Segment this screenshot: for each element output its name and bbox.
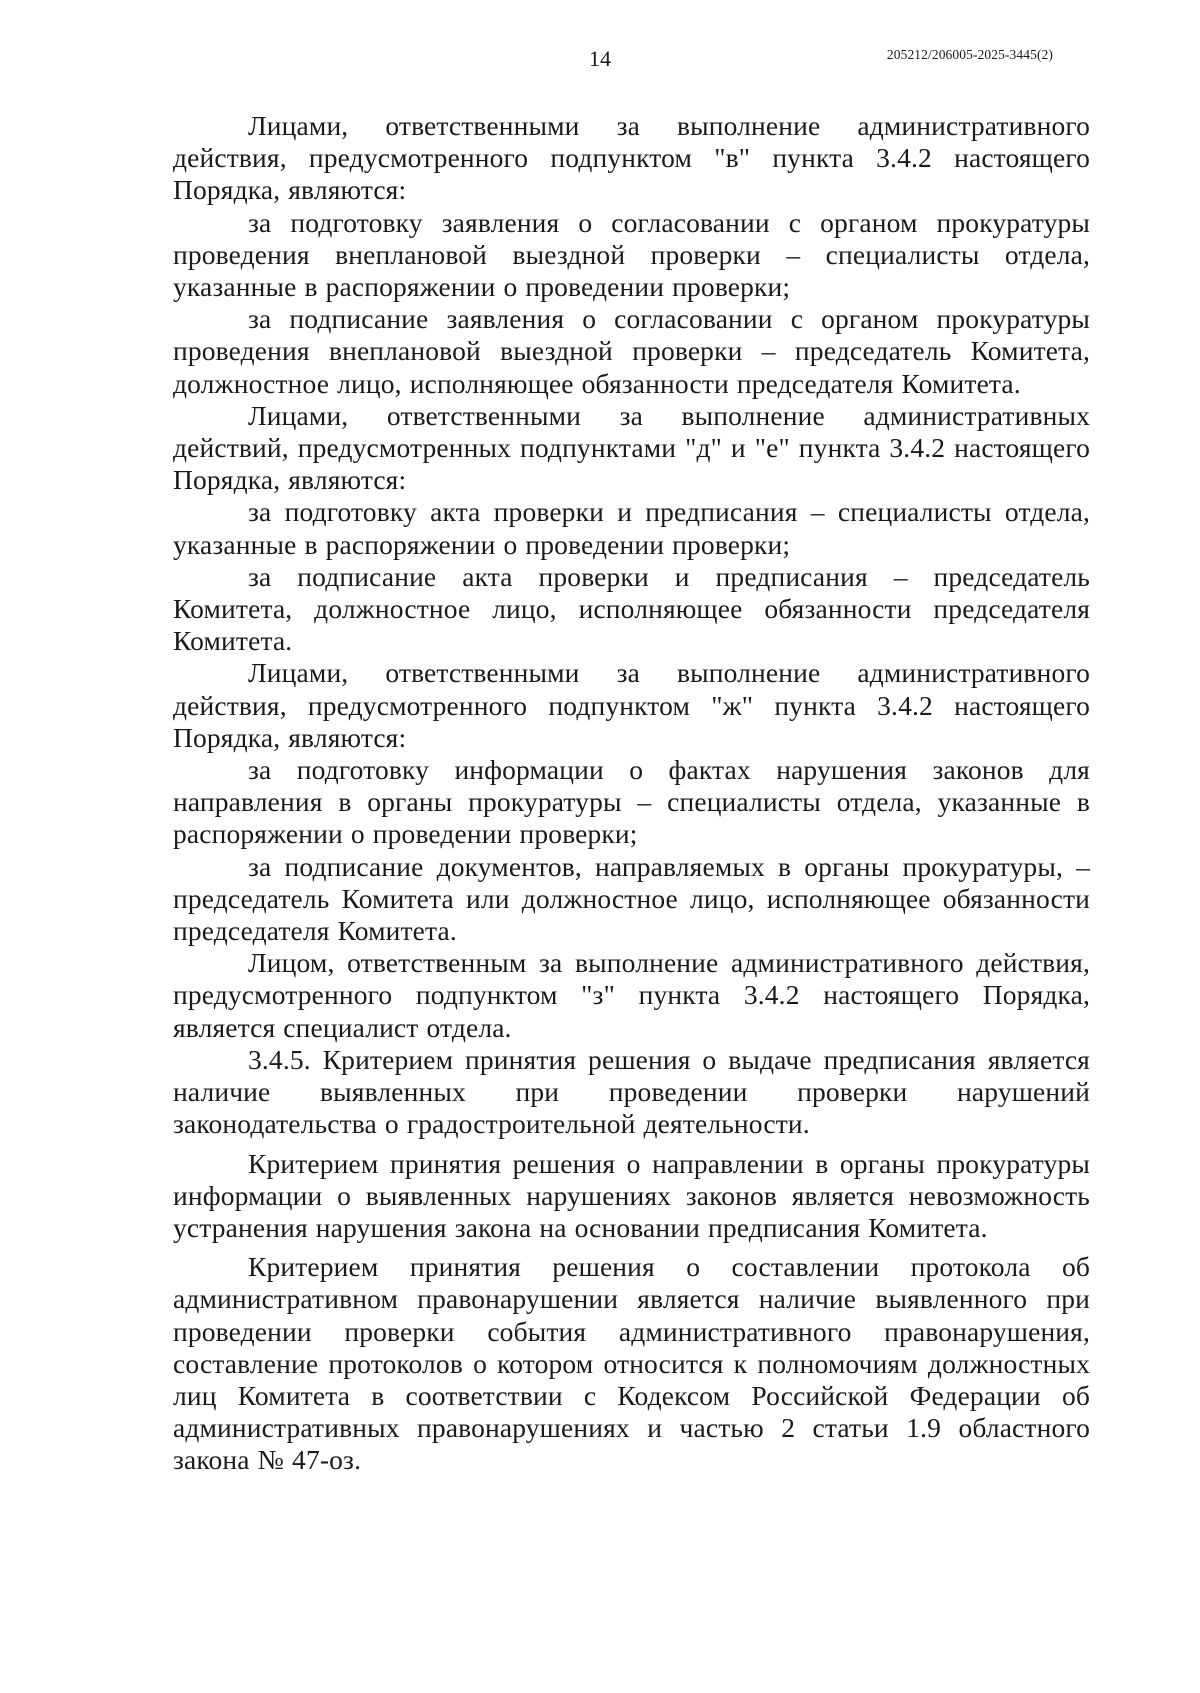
paragraph: за подписание документов, направляемых в органы прокуратуры, – председатель Комитета или должностное лицо, исполняющее обязанности председателя Комитета. xyxy=(173,850,1090,947)
paragraph: Лицами, ответственными за выполнение административных действий, предусмотренных подпунктами "д" и "е" пункта 3.4.2 настоящего Порядка, являются: xyxy=(173,399,1090,496)
paragraph: за подготовку акта проверки и предписания – специалисты отдела, указанные в распоряжении о проведении проверки; xyxy=(173,496,1090,560)
paragraph: за подготовку информации о фактах нарушения законов для направления в органы прокуратуры – специалисты отдела, указанные в распоряжении о проведении проверки; xyxy=(173,754,1090,850)
paragraph: за подписание заявления о согласовании с органом прокуратуры проведения внеплановой выездной проверки – председатель Комитета, должностное лицо, исполняющее обязанности председателя Комитета. xyxy=(173,303,1090,399)
document-body xyxy=(173,110,1090,1477)
document-id: 205212/206005-2025-3445(2) xyxy=(886,47,1053,62)
paragraph: Критерием принятия решения о составлении протокола об административном правонарушении является наличие выявленного при проведении проверки события административного правонарушения, составление протоколов о котором относится к полномочиям должностных лиц Комитета в соответствии с Кодексом Российской Федерации об административных правонарушениях и частью 2 статьи 1.9 областного закона № 47-оз. xyxy=(173,1251,1090,1476)
paragraph: за подготовку заявления о согласовании с органом прокуратуры проведения внеплановой выездной проверки – специалисты отдела, указанные в распоряжении о проведении проверки; xyxy=(173,206,1090,303)
paragraph: Лицом, ответственным за выполнение административного действия, предусмотренного подпунктом "з" пункта 3.4.2 настоящего Порядка, является специалист отдела. xyxy=(173,947,1090,1043)
paragraph: Лицами, ответственными за выполнение административного действия, предусмотренного подпунктом "ж" пункта 3.4.2 настоящего Порядка, являются: xyxy=(173,657,1090,753)
paragraph: за подписание акта проверки и предписания – председатель Комитета, должностное лицо, исполняющее обязанности председателя Комитета. xyxy=(173,560,1090,657)
paragraph: Лицами, ответственными за выполнение административного действия, предусмотренного подпунктом "в" пункта 3.4.2 настоящего Порядка, являются: xyxy=(173,110,1090,206)
paragraph: Критерием принятия решения о направлении в органы прокуратуры информации о выявленных нарушениях законов является невозможность устранения нарушения закона на основании предписания Комитета. xyxy=(173,1147,1090,1243)
page-number: 14 xyxy=(589,46,611,71)
paragraph: 3.4.5. Критерием принятия решения о выдаче предписания является наличие выявленных при проведении проверки нарушений законодательства о градостроительной деятельности. xyxy=(173,1043,1090,1140)
